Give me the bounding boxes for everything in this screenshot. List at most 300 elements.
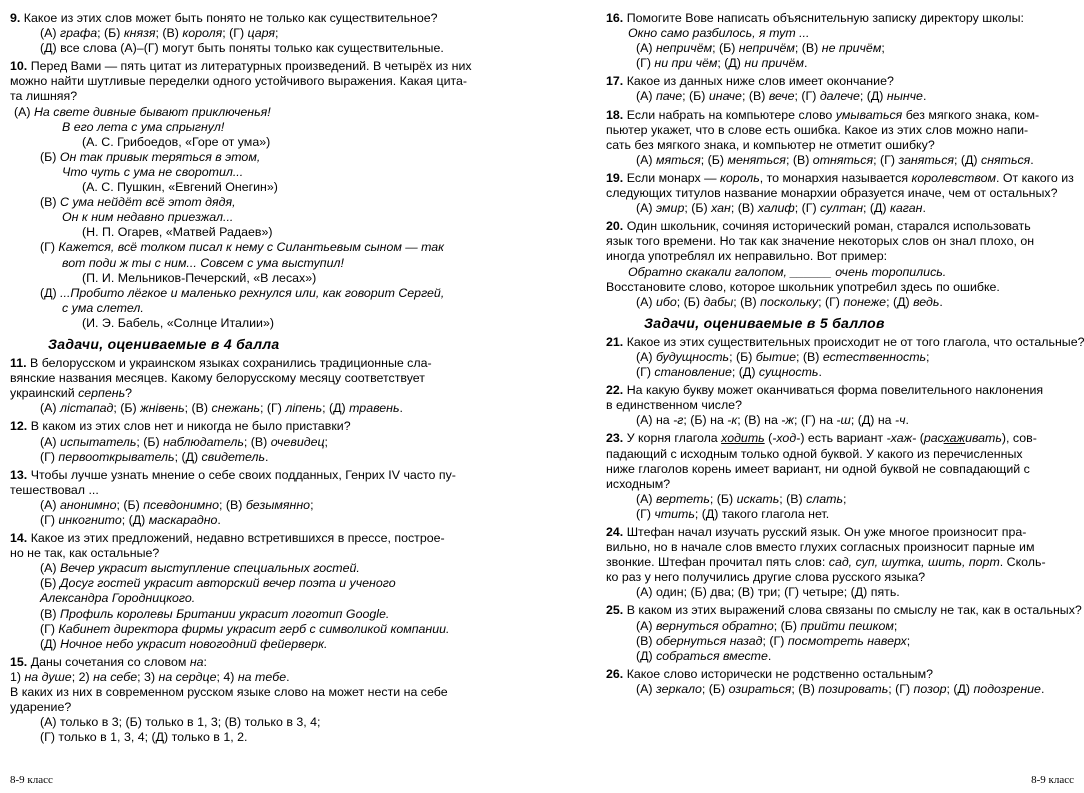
question-line [10, 135, 478, 150]
question-line [10, 105, 478, 120]
text-run: (Н. П. Огарев, «Матвей Радаев») [82, 225, 273, 240]
text-run: ; (Г) [818, 294, 844, 309]
italic-text: травень [349, 401, 400, 416]
text-run: ; (Б) [136, 434, 164, 449]
question-line [606, 555, 1074, 570]
question-line [10, 256, 478, 271]
text-run: (А) [40, 401, 60, 416]
question-12 [10, 419, 478, 464]
text-run: ; [843, 491, 847, 506]
italic-text: Что чуть с ума не своротил... [62, 164, 244, 179]
text-run: ; (В) [785, 152, 813, 167]
text-run: В белорусском и украинском языках сохранились традиционные сла- [30, 356, 432, 371]
text-run: ; (В) [795, 349, 823, 364]
text-run: (А) [40, 26, 60, 41]
italic-text: мяться [655, 152, 701, 167]
question-line [10, 435, 478, 450]
italic-text: -ход- [772, 431, 801, 446]
question-line [10, 225, 478, 240]
section-heading: Задачи, оцениваемые в 5 баллов [644, 314, 885, 331]
question-text [10, 356, 478, 371]
text-run: . [922, 89, 927, 104]
question-text [10, 468, 478, 483]
text-run: (Г) [40, 513, 59, 527]
italic-text: наблюдатель [163, 434, 244, 449]
question-19 [606, 171, 1074, 216]
text-run: ударение? [10, 700, 72, 715]
question-line [10, 386, 478, 401]
question-number: 13. [10, 467, 28, 482]
italic-text: Он так привык теряться в этом, [59, 149, 261, 164]
text-run: исходным? [606, 476, 671, 491]
text-run: ; (В) [741, 89, 769, 104]
italic-text: позор [913, 681, 947, 696]
text-run: : [203, 654, 207, 669]
text-run: (А) один; (Б) два; (В) три; (Г) четыре; (Д) пять. [636, 585, 900, 600]
text-run: . [803, 56, 808, 71]
italic-text: -ш [836, 413, 851, 428]
italic-text: инкогнито [58, 513, 122, 527]
text-run: На какую букву может оканчиваться форма повелительного наклонения [626, 383, 1044, 398]
text-run: (Г) [40, 240, 59, 255]
italic-text: далече [819, 89, 860, 104]
question-line [606, 56, 1074, 71]
question-line [10, 371, 478, 386]
question-text [606, 383, 1074, 398]
question-15 [10, 655, 478, 746]
question-number: 11. [10, 356, 27, 371]
text-run: ; (Б) на [683, 413, 728, 428]
question-line [10, 150, 478, 165]
question-22 [606, 383, 1074, 428]
italic-text: графа [59, 26, 98, 41]
text-run: ), сов- [1001, 431, 1037, 446]
text-run: украинский [10, 386, 79, 401]
italic-text: иначе [708, 89, 742, 104]
question-line [10, 180, 478, 195]
text-run: ; [893, 618, 898, 633]
text-run: ; (В) [184, 401, 212, 416]
question-text [10, 419, 478, 434]
italic-text: лістапад [59, 401, 114, 416]
question-number: 9. [10, 11, 21, 25]
italic-text: искать [736, 491, 780, 506]
question-line [606, 153, 1074, 168]
text-run: ; (Д) [731, 365, 759, 380]
text-run: В каком из этих выражений слова связаны по смыслу не так, как в остальных? [626, 603, 1082, 618]
text-run: следующих титулов название монархии образуется иначе, чем от остальных? [606, 186, 1058, 201]
text-run: Если монарх — [626, 170, 720, 185]
text-run: (А) [40, 497, 60, 512]
text-run: . [1040, 681, 1045, 696]
question-line [10, 240, 478, 255]
italic-text: ходить [721, 431, 765, 446]
text-run: (В) [40, 606, 60, 621]
question-line [606, 350, 1074, 365]
question-line [606, 570, 1074, 585]
text-run: иногда употреблял их неправильно. Вот пример: [606, 249, 888, 264]
italic-text: непричём [655, 41, 713, 56]
text-run: Штефан начал изучать русский язык. Он уже многое произносит пра- [626, 525, 1027, 539]
text-run: ; (Д) [174, 449, 202, 464]
text-run: ; (В) [794, 41, 822, 56]
text-run: В каких из них в современном русском языке слово на может нести на себе [10, 685, 448, 700]
text-run: ; (Г) [222, 26, 248, 41]
question-number: 14. [10, 531, 28, 546]
text-run: (В) [636, 633, 656, 648]
text-run: (А. С. Грибоедов, «Горе от ума») [82, 134, 271, 149]
question-line [10, 700, 478, 715]
text-run: Какое из данных ниже слов имеет окончание? [626, 74, 894, 89]
text-run: (А. С. Пушкин, «Евгений Онегин») [82, 180, 278, 195]
italic-text: на сердце [158, 669, 217, 684]
text-run: ; (Г) на [793, 413, 837, 428]
question-16 [606, 11, 1074, 71]
text-run: ; 4) [216, 669, 238, 684]
question-text [606, 525, 1074, 540]
question-number: 10. [10, 59, 28, 74]
text-run: Если набрать на компьютере слово [626, 107, 836, 122]
question-line [606, 365, 1074, 380]
text-run: ; (Б) [113, 401, 141, 416]
question-line [10, 195, 478, 210]
italic-text: царя [247, 26, 276, 41]
text-run: Какое из этих существительных происходит не от того глагола, что остальные? [626, 334, 1084, 349]
italic-text: Кажется, всё толком писал к нему с Силантьевым сыном — так [58, 240, 445, 255]
left-page-column [10, 11, 478, 748]
question-line [606, 201, 1074, 216]
text-run: ; [906, 633, 911, 648]
text-run: ; (Г) [260, 401, 286, 416]
italic-text: с ума слетел. [62, 300, 144, 315]
italic-text: понеже [843, 294, 887, 309]
text-run: . Сколь- [999, 555, 1046, 570]
italic-text: на себе [93, 669, 138, 684]
italic-text: На свете дивные бывают приключенья! [33, 104, 271, 119]
text-run: (Г) [40, 621, 59, 636]
text-run: ; (В) [218, 497, 246, 512]
text-run: ; (Б) [682, 89, 709, 104]
text-run: . [767, 648, 772, 663]
text-run: (А) [636, 681, 656, 696]
italic-text: ни при чём [654, 56, 718, 71]
text-run: 1) [10, 669, 25, 684]
question-line [10, 120, 478, 135]
italic-text: безымянно [245, 497, 311, 512]
text-run: ниже глаголов корень имеет вариант, ни одной буквой не совпадающий с [606, 461, 1030, 476]
question-number: 25. [606, 603, 624, 618]
text-run: (А) [636, 491, 656, 506]
text-run: ; (Б) [676, 294, 704, 309]
italic-text: собраться вместе [656, 648, 768, 663]
italic-text: вернуться обратно [655, 618, 774, 633]
text-run: (А) [636, 294, 656, 309]
italic-text: хан [711, 201, 731, 216]
italic-text: сняться [981, 152, 1031, 167]
text-run: Перед Вами — пять цитат из литературных произведений. В четырёх из них [30, 59, 472, 74]
text-run: Какое из этих предложений, недавно встретившихся в прессе, построе- [30, 531, 445, 546]
text-run: ; (Д) [322, 401, 350, 416]
question-line [606, 265, 1074, 280]
question-line [606, 649, 1074, 664]
text-run: ; (Д) [946, 681, 974, 696]
footer-grade-left: 8-9 класс [10, 774, 53, 786]
text-run: ; (Б) [773, 618, 801, 633]
question-line [606, 585, 1074, 600]
question-line [606, 413, 1074, 428]
question-line [606, 89, 1074, 104]
question-line [606, 477, 1074, 492]
italic-text: Кабинет директора фирмы украсит герб с символикой компании. [58, 621, 450, 636]
question-line [10, 210, 478, 225]
italic-text: посмотреть наверх [787, 633, 907, 648]
text-run: . [905, 413, 909, 428]
text-run: (Г) [636, 506, 655, 521]
question-line [10, 165, 478, 180]
text-run: . [939, 294, 943, 309]
text-run: Чтобы лучше узнать мнение о себе своих подданных, Генрих IV часто пу- [30, 467, 456, 482]
italic-text: на [189, 654, 204, 669]
question-line [606, 186, 1074, 201]
text-run: ; (Б) [701, 681, 729, 696]
text-run: (А) [40, 434, 60, 449]
text-run: звонкие. Штефан прочитал пять слов: [606, 555, 829, 570]
text-run: ; [324, 434, 328, 449]
question-line [606, 540, 1074, 555]
italic-text: умываться [835, 107, 903, 122]
text-run: та лишняя? [10, 89, 78, 104]
italic-text: обернуться назад [655, 633, 763, 648]
question-line [10, 637, 478, 652]
text-run: (Д) [40, 285, 61, 300]
question-text [606, 171, 1074, 186]
question-number: 26. [606, 666, 624, 681]
text-run: . [399, 401, 403, 416]
text-run: ; (Д) такого глагола нет. [694, 506, 830, 521]
question-20 [606, 219, 1074, 310]
text-run: . [265, 449, 269, 464]
text-run: ; (В) [155, 26, 183, 41]
italic-text: ни причём [744, 56, 804, 71]
text-run: ? [125, 386, 133, 401]
question-line [10, 685, 478, 700]
footer-grade-right: 8-9 класс [1031, 774, 1074, 786]
text-run: (А) [636, 89, 656, 104]
question-line [606, 41, 1074, 56]
question-line [10, 561, 478, 576]
question-text [606, 667, 1074, 682]
italic-text: анонимно [59, 497, 117, 512]
text-run: (А) только в 3; (Б) только в 1, 3; (В) только в 3, 4; [40, 715, 321, 730]
question-text [10, 11, 478, 26]
text-run: ; (Б) [684, 201, 712, 216]
question-line [10, 316, 478, 331]
text-run: ; (В) [779, 491, 807, 506]
italic-text: естественность [822, 349, 927, 364]
italic-text: подозрение [973, 681, 1041, 696]
text-run: (Г) [636, 365, 655, 380]
italic-text: ведь [913, 294, 940, 309]
italic-text: очевидец [270, 434, 325, 449]
italic-text: каган [890, 201, 923, 216]
italic-text: маскарадно [148, 513, 218, 527]
text-run: (А) [636, 152, 656, 167]
text-run: (А) на [636, 413, 674, 428]
text-run: (Г) [636, 56, 655, 71]
text-run: (Д) все слова (А)–(Г) могут быть поняты только как существительные. [40, 41, 444, 56]
question-text [606, 11, 1074, 26]
question-line [10, 730, 478, 745]
text-run: (А) [636, 41, 656, 56]
question-text [606, 603, 1082, 618]
italic-text: слать [806, 491, 844, 506]
text-run: ; (Г) [794, 89, 820, 104]
text-run: Даны сочетания со словом [30, 654, 190, 669]
question-line [10, 41, 478, 56]
text-run: (Б) [40, 576, 60, 591]
question-number: 24. [606, 525, 624, 539]
question-number: 12. [10, 419, 28, 434]
text-run: . [217, 513, 221, 527]
italic-text: непричём [738, 41, 795, 56]
italic-text: -г [673, 413, 684, 428]
question-line [606, 123, 1074, 138]
question-line [10, 715, 478, 730]
text-run: ; (Б) [700, 152, 728, 167]
question-line [606, 234, 1074, 249]
text-run: ; (Б) [116, 497, 144, 512]
italic-text: вертеть [655, 491, 710, 506]
text-run: (В) [40, 195, 60, 210]
question-text [10, 531, 478, 546]
question-number: 22. [606, 383, 624, 398]
text-run: У корня глагола [626, 431, 722, 446]
italic-text: сад, суп, шутка, шить, порт [828, 555, 1000, 570]
italic-text: Профиль королевы Британии украсит логотип Google. [59, 606, 390, 621]
text-run: . [286, 669, 290, 684]
question-line [10, 607, 478, 622]
italic-text: Досуг гостей украсит авторский вечер поэта и ученого [59, 576, 396, 591]
italic-text: -ж [781, 413, 794, 428]
question-line [606, 398, 1074, 413]
question-line [10, 591, 478, 606]
question-line [606, 447, 1074, 462]
text-run: . [818, 365, 822, 380]
question-line [10, 26, 478, 41]
text-run: ; (В) [733, 294, 761, 309]
text-run: ; (Б) [709, 491, 737, 506]
question-line [10, 286, 478, 301]
text-run: в единственном числе? [606, 398, 742, 413]
text-run: можно найти шутливые переделки одного устойчивого выражения. Какая цита- [10, 74, 468, 89]
question-text [606, 108, 1074, 123]
text-run: ; (Д) [859, 89, 887, 104]
text-run: Какое слово исторически не родственно остальным? [626, 666, 933, 681]
italic-text: бытие [755, 349, 796, 364]
italic-text: ивать [965, 431, 1002, 446]
italic-text: князя [123, 26, 156, 41]
question-number: 20. [606, 219, 624, 234]
italic-text: вот поди ж ты с ним... Совсем с ума выступил! [62, 255, 344, 270]
text-run: (А) [636, 349, 656, 364]
question-number: 23. [606, 431, 624, 446]
italic-text: первооткрыватель [58, 449, 175, 464]
question-24 [606, 525, 1074, 600]
text-run: ; (Г) [873, 152, 899, 167]
italic-text: хаж [943, 431, 966, 446]
italic-text: королевством [911, 170, 996, 185]
italic-text: ...Пробито лёгкое и маленько рехнулся или, как говорит Сергей, [60, 285, 445, 300]
text-run: (И. Э. Бабель, «Солнце Италии») [82, 315, 274, 330]
italic-text: жнівень [140, 401, 185, 416]
text-run: ; (В) на [737, 413, 782, 428]
text-run: ; [310, 497, 314, 512]
text-run: (Б) [40, 149, 60, 164]
question-number: 17. [606, 74, 624, 89]
question-line [606, 249, 1074, 264]
italic-text: псевдонимно [143, 497, 219, 512]
question-line [10, 670, 478, 685]
question-line [606, 634, 1074, 649]
text-run: ; (В) [791, 681, 819, 696]
text-run: (А) [40, 561, 60, 576]
italic-text: серпень [78, 386, 126, 401]
italic-text: будущность [655, 349, 730, 364]
text-run: ; (Д) на [850, 413, 895, 428]
question-text [606, 334, 1084, 350]
question-line [10, 513, 478, 528]
italic-text: В его лета с ума спрыгнул! [62, 119, 225, 134]
question-line [606, 138, 1074, 153]
question-10 [10, 59, 478, 331]
text-run: ; (Д) [954, 152, 981, 167]
italic-text: ибо [655, 294, 677, 309]
question-text [606, 219, 1074, 234]
text-run: . От какого из [995, 170, 1074, 185]
italic-text: С ума нейдёт всё этот дядя, [59, 195, 236, 210]
question-line [10, 576, 478, 591]
italic-text: халиф [757, 201, 795, 216]
text-run: язык того времени. Но так как значение некоторых слов он знал плохо, он [606, 234, 1035, 249]
text-run: сать без мягкого знака, и компьютер не отметит ошибку? [606, 137, 935, 152]
text-run: ; [881, 41, 885, 56]
question-number: 21. [606, 334, 624, 349]
text-run: без мягкого знака, ком- [902, 107, 1040, 122]
question-line [606, 462, 1074, 477]
italic-text: эмир [655, 201, 685, 216]
question-line [10, 622, 478, 637]
italic-text: вече [768, 89, 795, 104]
question-line [606, 507, 1074, 522]
text-run: (Д) [636, 648, 657, 663]
question-text [10, 655, 478, 670]
text-run: падающий с исходным только одной буквой. У какого из перечисленных [606, 446, 1023, 461]
question-line [10, 74, 478, 89]
italic-text: Окно само разбилось, я тут ... [628, 26, 810, 41]
text-run: (А) [14, 104, 34, 119]
question-text [10, 59, 478, 74]
question-9 [10, 11, 478, 56]
italic-text: поскольку [760, 294, 819, 309]
question-number: 16. [606, 11, 624, 25]
question-number: 18. [606, 107, 624, 122]
text-run: ; (Д) [863, 201, 891, 216]
italic-text: -к [727, 413, 738, 428]
text-run: В каком из этих слов нет и никогда не было приставки? [30, 419, 351, 434]
italic-text: заняться [898, 152, 955, 167]
question-13 [10, 468, 478, 528]
text-run: пьютер укажет, что в слове есть ошибка. Какое из этих слов можно напи- [606, 122, 1029, 137]
